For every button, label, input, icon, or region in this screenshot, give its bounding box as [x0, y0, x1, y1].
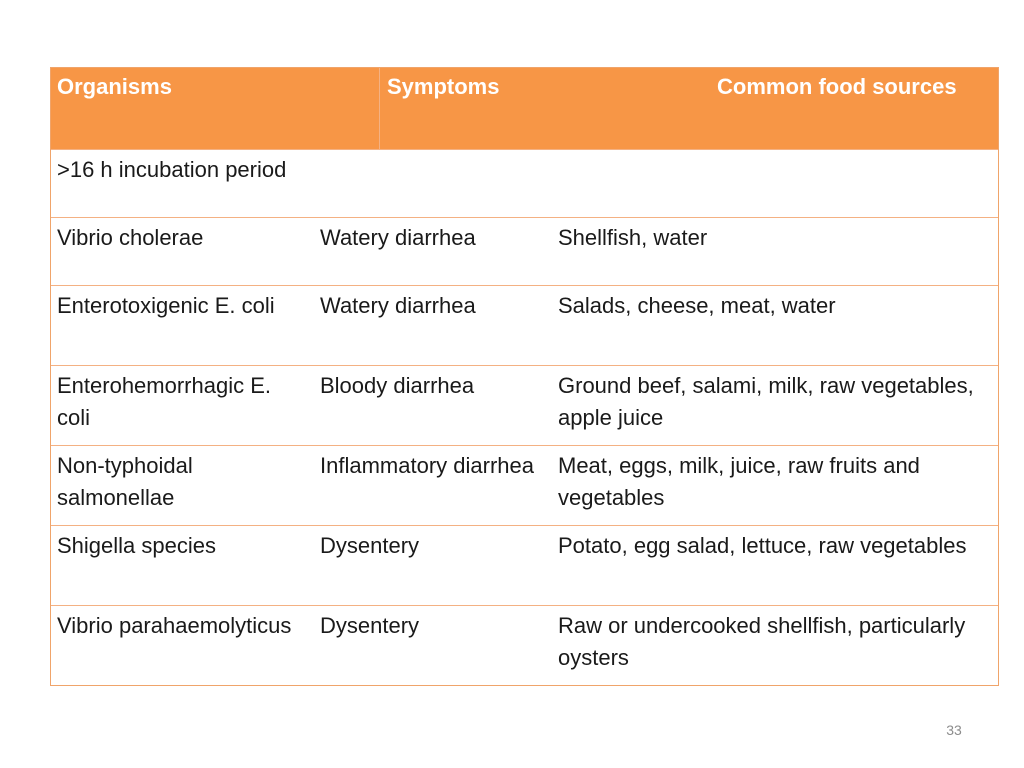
organism-cell: Enterotoxigenic E. coli [57, 293, 275, 318]
food-sources-cell: Raw or undercooked shellfish, particularly oysters [558, 613, 966, 670]
food-pathogen-table [50, 67, 999, 686]
symptoms-cell: Watery diarrhea [320, 225, 476, 250]
food-sources-cell: Potato, egg salad, lettuce, raw vegetables [558, 533, 967, 558]
symptoms-cell: Watery diarrhea [320, 293, 476, 318]
section-row [51, 150, 998, 218]
food-sources-cell: Ground beef, salami, milk, raw vegetables, apple juice [558, 373, 974, 430]
table-header-row [51, 68, 998, 150]
organism-cell: Shigella species [57, 533, 216, 558]
food-sources-cell: Meat, eggs, milk, juice, raw fruits and vegetables [558, 453, 920, 510]
food-sources-cell: Salads, cheese, meat, water [558, 293, 836, 318]
organism-cell: Non-typhoidal salmonellae [57, 453, 193, 510]
page-number: 33 [946, 722, 962, 738]
table-row [51, 218, 998, 286]
organism-cell: Vibrio cholerae [57, 225, 204, 250]
food-sources-cell: Shellfish, water [558, 225, 708, 250]
header-symptoms: Symptoms [387, 74, 500, 99]
section-label: >16 h incubation period [57, 157, 287, 182]
organism-cell: Enterohemorrhagic E. coli [57, 373, 271, 430]
header-food-sources: Common food sources [717, 74, 957, 99]
table-row [51, 526, 998, 606]
symptoms-cell: Inflammatory diarrhea [320, 453, 534, 478]
table-row [51, 366, 998, 446]
table-row [51, 446, 998, 526]
header-organisms: Organisms [57, 74, 172, 99]
symptoms-cell: Dysentery [320, 613, 420, 638]
symptoms-cell: Bloody diarrhea [320, 373, 475, 398]
header-divider [379, 68, 380, 149]
table-row [51, 286, 998, 366]
organism-cell: Vibrio parahaemolyticus [57, 613, 292, 638]
symptoms-cell: Dysentery [320, 533, 420, 558]
table-row [51, 606, 998, 685]
